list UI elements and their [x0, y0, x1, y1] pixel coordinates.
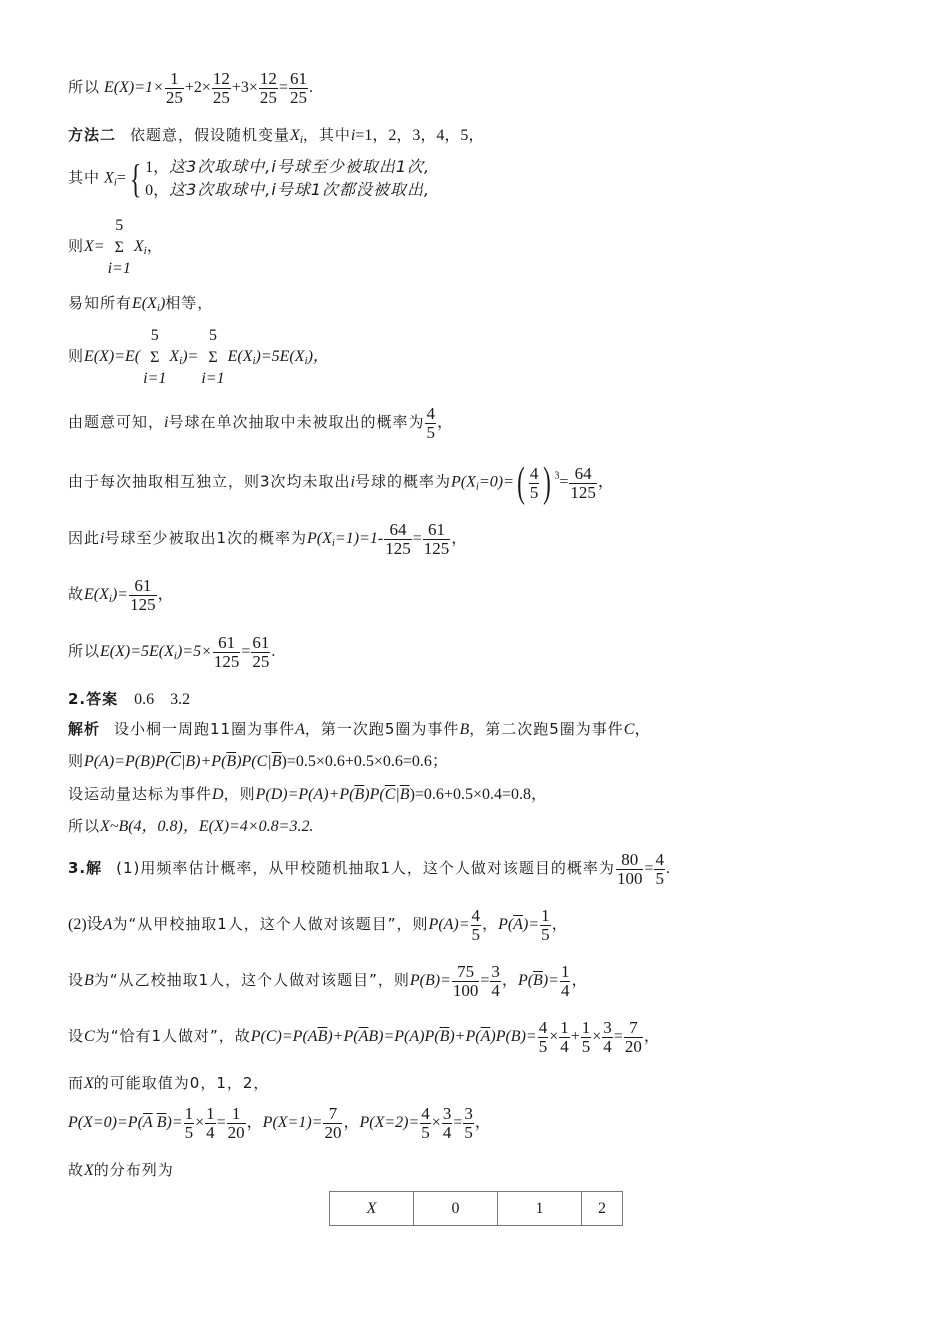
left-paren: (	[517, 460, 525, 506]
line-expectation-result: 所以 E(X)=1× $\frac{1}{25}$ +2× $\frac{12}{25}$ +3× $\frac{12}{25}$ = $\frac{61}{25}$ .	[68, 69, 313, 107]
fraction: $\frac{1}{5}$	[541, 906, 550, 944]
analysis-label: 解析	[68, 720, 101, 738]
fraction: $\frac{7}{20}$	[624, 1018, 642, 1056]
fraction: $\frac{80}{100}$	[616, 850, 643, 888]
fraction: $\frac{61}{25}$	[289, 69, 307, 107]
line-at-least-once-prob: 因此i号球至少被取出1次的概率为$P(X_i=1)=1-$ $\frac{64}{125}$ = $\frac{61}{125}$ ，	[68, 520, 468, 558]
line-event-a: (2)设A为“从甲校抽取1人，这个人做对该题目”，则P(A)= $\frac{4}{5}$ ，$P(\overline{A})=$ $\frac{1}{5}$ ，	[68, 906, 568, 944]
line-expectation-xi: 故$E(X_i)=$ $\frac{61}{125}$ ，	[68, 576, 174, 614]
table-cell: 1	[498, 1192, 582, 1226]
left-brace: {	[129, 155, 142, 201]
fraction: $\frac{1}{25}$	[165, 69, 183, 107]
fraction: $\frac{4}{5}$	[529, 463, 539, 502]
table-cell: 0	[414, 1192, 498, 1226]
table-cell: 2	[582, 1192, 623, 1226]
fraction: $\frac{61}{125}$	[130, 576, 156, 614]
fraction: $\frac{1}{4}$	[206, 1104, 215, 1142]
fraction: $\frac{1}{5}$	[184, 1104, 194, 1142]
solution-label: 3.解	[68, 859, 103, 878]
fraction: $\frac{61}{25}$	[252, 633, 270, 671]
table-row	[330, 1192, 623, 1226]
fraction: $\frac{12}{25}$	[259, 69, 277, 107]
section-label: 方法二	[68, 126, 117, 144]
fraction: $\frac{3}{4}$	[442, 1104, 452, 1142]
line-equal-expectations: 易知所有$E(X_i)$相等，	[68, 294, 214, 314]
fraction: $\frac{4}{5}$	[471, 906, 481, 944]
line-possible-values: 而X的可能取值为0，1，2，	[68, 1074, 270, 1092]
table-header-x: X	[330, 1192, 414, 1226]
fraction: $\frac{61}{125}$	[213, 633, 240, 671]
line-single-draw-prob: 由题意可知，i号球在单次抽取中未被取出的概率为 $\frac{4}{5}$ ，	[68, 404, 453, 442]
line-x-sum: 则X= 5 Σ i=1 $X_i$，	[68, 215, 163, 280]
summation: 5 Σ i=1	[143, 327, 167, 388]
fraction: $\frac{3}{4}$	[603, 1018, 612, 1056]
line-binomial: 所以X~B(4，0.8)，E(X)=4×0.8=3.2.	[68, 817, 314, 835]
fraction: $\frac{61}{125}$	[423, 520, 450, 558]
fraction: $\frac{1}{4}$	[560, 1018, 569, 1056]
fraction: $\frac{4}{5}$	[538, 1018, 548, 1056]
line-event-b: 设B为“从乙校抽取1人，这个人做对该题目”，则P(B)= $\frac{75}{100}$ = $\frac{3}{4}$ ，$P(\overline{B})=$ $\frac{1}{4}$ ，	[68, 962, 588, 1000]
fraction: $\frac{7}{20}$	[324, 1104, 342, 1142]
fraction: $\frac{64}{125}$	[570, 463, 596, 502]
line-distribution-probs: $P(X=0)=P(\overline{A}$ $\overline{B})=$ $\frac{1}{5}$ × $\frac{1}{4}$ = $\frac{1}{20}$ ，P(X=1)= $\frac{7}{20}$ ，P(X=2)= $\frac{4}{5}$ × $\frac{3}{4}$ = $\frac{3}{5}$ ，	[68, 1104, 491, 1142]
line-final-expectation: 所以$E(X)=5E(X_i)=5\times$ $\frac{61}{125}$ = $\frac{61}{25}$ .	[68, 633, 276, 671]
fraction: $\frac{1}{4}$	[560, 962, 570, 1000]
line-event-c: 设C为“恰有1人做对”，故$P(C)=P(A\overline{B})+P(\overline{A}B)=P(A)P(\overline{B})+P(\overline{A})P(B)=$ $\frac{4}{5}$ × $\frac{1}{4}$ + $\frac{1}{5}$ × $\frac{3}{4}$ = $\frac{7}{20}$ ，	[68, 1018, 660, 1056]
fraction: $\frac{3}{5}$	[464, 1104, 473, 1142]
line-distribution-intro: 故X的分布列为	[68, 1161, 174, 1179]
line-method-two: 方法二 依题意，假设随机变量$X_i$，其中i=1，2，3，4，5，	[68, 126, 485, 146]
distribution-table	[329, 1191, 623, 1226]
fraction: $\frac{1}{5}$	[581, 1018, 591, 1056]
fraction: $\frac{4}{5}$	[421, 1104, 430, 1142]
fraction: $\frac{1}{20}$	[227, 1104, 245, 1142]
fraction: $\frac{64}{125}$	[385, 520, 411, 558]
fraction: $\frac{75}{100}$	[452, 962, 479, 1000]
line-three-draws-prob: 由于每次抽取相互独立，则3次均未取出i号球的概率为$P(X_i=0)=$( $\frac{4}{5}$ ) $^3$= $\frac{64}{125}$ ，	[68, 460, 614, 506]
fraction: $\frac{12}{25}$	[212, 69, 230, 107]
answer-label: 2.答案	[68, 690, 119, 708]
piecewise-cases: 1，这3次取球中,i号球至少被取出1次, 0，这3次取球中,i号球1次都没被取出,	[145, 157, 431, 199]
line-indicator-definition: 其中 $X_i=${ 1，这3次取球中,i号球至少被取出1次, 0，这3次取球中,i号球1次都没被取出,	[68, 155, 431, 201]
summation: 5 Σ i=1	[107, 217, 131, 278]
fraction: $\frac{3}{4}$	[491, 962, 500, 1000]
line-answer-2: 2.答案 0.6 3.2	[68, 690, 191, 708]
line-prob-a: 则$P(A)=P(B)P(\overline{C}|B)+P(\overline{B})P(C|\overline{B})=0.5\times 0.6+0.5\times 0.6=0.6$；	[68, 752, 448, 770]
line-linearity: 则E(X)=E( 5 Σ i=1 $X_i)=$ 5 Σ i=1 $E(X_i)=5E(X_i)$，	[68, 325, 329, 390]
line-prob-d: 设运动量达标为事件D，则$P(D)=P(A)+P(\overline{B})P(\overline{C}|\overline{B})=0.6+0.5\times 0.4=0.8$，	[68, 785, 547, 803]
summation: 5 Σ i=1	[201, 327, 225, 388]
fraction: $\frac{4}{5}$	[426, 404, 435, 442]
line-q3-part1: 3.解 (1)用频率估计概率，从甲校随机抽取1人，这个人做对该题目的概率为 $\frac{80}{100}$ = $\frac{4}{5}$ .	[68, 850, 670, 888]
line-analysis-events: 解析 设小桐一周跑11圈为事件A，第一次跑5圈为事件B，第二次跑5圈为事件C，	[68, 720, 651, 738]
right-paren: )	[543, 460, 552, 506]
fraction: $\frac{4}{5}$	[655, 850, 664, 888]
